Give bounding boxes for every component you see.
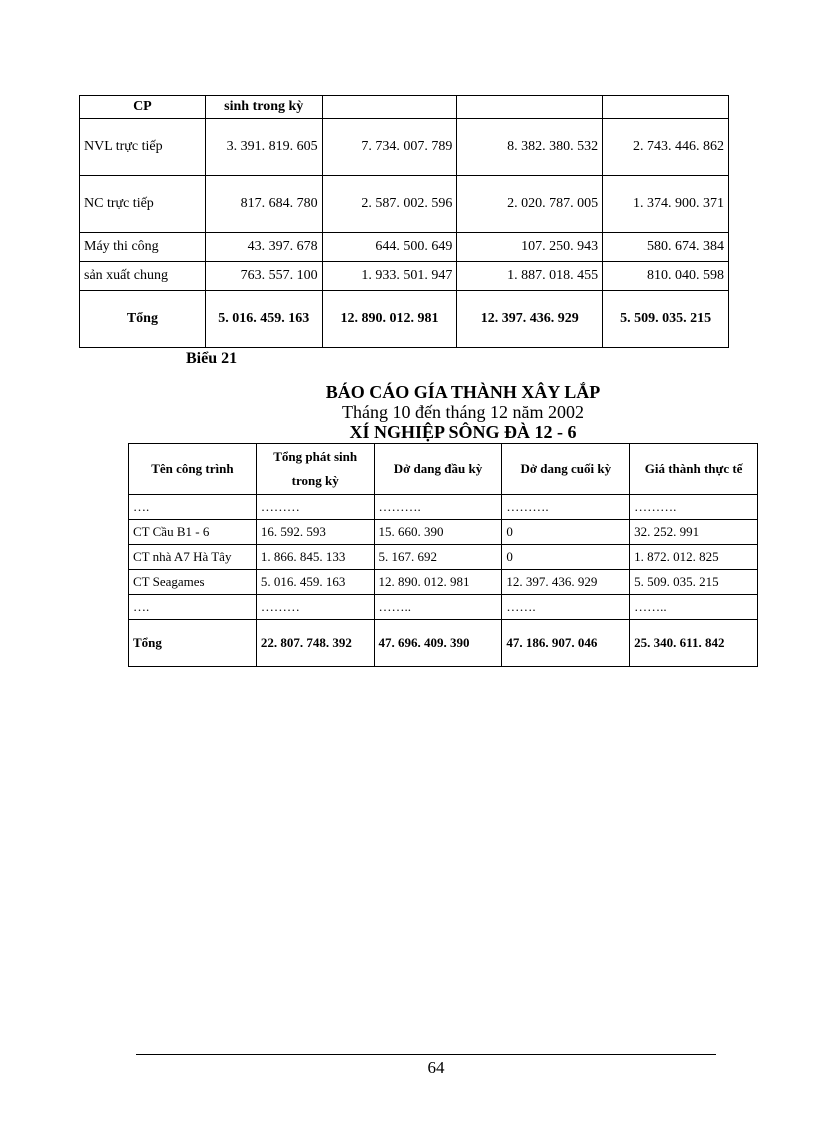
table-cell: …. — [129, 495, 257, 520]
header-cell: CP — [80, 96, 206, 119]
table-cell: 16. 592. 593 — [256, 520, 374, 545]
table-row — [129, 570, 758, 595]
table-cell: 5. 509. 035. 215 — [630, 570, 758, 595]
table-cell: 0 — [502, 520, 630, 545]
report-title: BÁO CÁO GÍA THÀNH XÂY LẮP — [325, 382, 601, 402]
table-cell: 47. 186. 907. 046 — [502, 620, 630, 667]
table-cell: 810. 040. 598 — [603, 262, 729, 291]
header-cell: Dở dang đầu kỳ — [374, 444, 502, 495]
row-label: NVL trực tiếp — [80, 119, 206, 176]
header-cell: Dở dang cuối kỳ — [502, 444, 630, 495]
table-cell: 2. 020. 787. 005 — [457, 176, 603, 233]
table-cell: 12. 397. 436. 929 — [502, 570, 630, 595]
table-cell: 763. 557. 100 — [205, 262, 322, 291]
table-cell: CT Cầu B1 - 6 — [129, 520, 257, 545]
table-cell: 8. 382. 380. 532 — [457, 119, 603, 176]
table-cell: ……… — [256, 495, 374, 520]
table-cell: 1. 933. 501. 947 — [322, 262, 457, 291]
row-label: sản xuất chung — [80, 262, 206, 291]
table-cell: …. — [129, 595, 257, 620]
table-cell: 15. 660. 390 — [374, 520, 502, 545]
table-cell: 12. 397. 436. 929 — [457, 291, 603, 348]
table-cell: 1. 374. 900. 371 — [603, 176, 729, 233]
header-cell: sinh trong kỳ — [205, 96, 322, 119]
header-cell: Giá thành thực tế — [630, 444, 758, 495]
table-cell: ……. — [502, 595, 630, 620]
table-cell: 107. 250. 943 — [457, 233, 603, 262]
table-header-row — [80, 96, 729, 119]
header-cell — [457, 96, 603, 119]
total-row — [80, 291, 729, 348]
table-cell: ………. — [630, 495, 758, 520]
header-cell — [603, 96, 729, 119]
table-cell: CT Seagames — [129, 570, 257, 595]
row-label: Tổng — [129, 620, 257, 667]
table-cell: ……… — [256, 595, 374, 620]
table-cell: 7. 734. 007. 789 — [322, 119, 457, 176]
table-cell: 2. 743. 446. 862 — [603, 119, 729, 176]
table-row — [80, 233, 729, 262]
table-cell: …….. — [630, 595, 758, 620]
table-cell: 22. 807. 748. 392 — [256, 620, 374, 667]
table-cell: 5. 167. 692 — [374, 545, 502, 570]
table-row — [129, 495, 758, 520]
table-row — [129, 545, 758, 570]
table-cell: 1. 872. 012. 825 — [630, 545, 758, 570]
table-cell: 12. 890. 012. 981 — [374, 570, 502, 595]
table-cell: 5. 016. 459. 163 — [205, 291, 322, 348]
table-cell: 47. 696. 409. 390 — [374, 620, 502, 667]
report-period: Tháng 10 đến tháng 12 năm 2002 — [342, 402, 584, 422]
table-cell: ………. — [502, 495, 630, 520]
table-cell: 12. 890. 012. 981 — [322, 291, 457, 348]
table-cell: 3. 391. 819. 605 — [205, 119, 322, 176]
table-cell: 0 — [502, 545, 630, 570]
row-label: Tổng — [80, 291, 206, 348]
table-cell: 5. 509. 035. 215 — [603, 291, 729, 348]
total-row — [129, 620, 758, 667]
row-label: NC trực tiếp — [80, 176, 206, 233]
header-cell: Tên công trình — [129, 444, 257, 495]
table-cell: CT nhà A7 Hà Tây — [129, 545, 257, 570]
table-cell: 580. 674. 384 — [603, 233, 729, 262]
table-cell: 817. 684. 780 — [205, 176, 322, 233]
table-cell: 644. 500. 649 — [322, 233, 457, 262]
table-header-row — [129, 444, 758, 495]
footer-rule — [136, 1054, 716, 1055]
cost-breakdown-table — [79, 95, 729, 348]
table-cell: 43. 397. 678 — [205, 233, 322, 262]
construction-cost-table — [128, 443, 758, 667]
table-row — [80, 176, 729, 233]
table-cell: 1. 887. 018. 455 — [457, 262, 603, 291]
header-cell — [322, 96, 457, 119]
table-cell: ………. — [374, 495, 502, 520]
table-row — [129, 595, 758, 620]
table-cell: 25. 340. 611. 842 — [630, 620, 758, 667]
row-label: Máy thi công — [80, 233, 206, 262]
report-unit: XÍ NGHIỆP SÔNG ĐÀ 12 - 6 — [349, 422, 577, 442]
table-cell: …….. — [374, 595, 502, 620]
table-cell: 2. 587. 002. 596 — [322, 176, 457, 233]
table-row — [80, 119, 729, 176]
table-row — [80, 262, 729, 291]
table-cell: 32. 252. 991 — [630, 520, 758, 545]
figure-label: Biểu 21 — [186, 350, 238, 367]
page-number: 64 — [427, 1058, 445, 1077]
table-cell: 5. 016. 459. 163 — [256, 570, 374, 595]
header-cell: Tổng phát sinh trong kỳ — [256, 444, 374, 495]
table-row — [129, 520, 758, 545]
table-cell: 1. 866. 845. 133 — [256, 545, 374, 570]
